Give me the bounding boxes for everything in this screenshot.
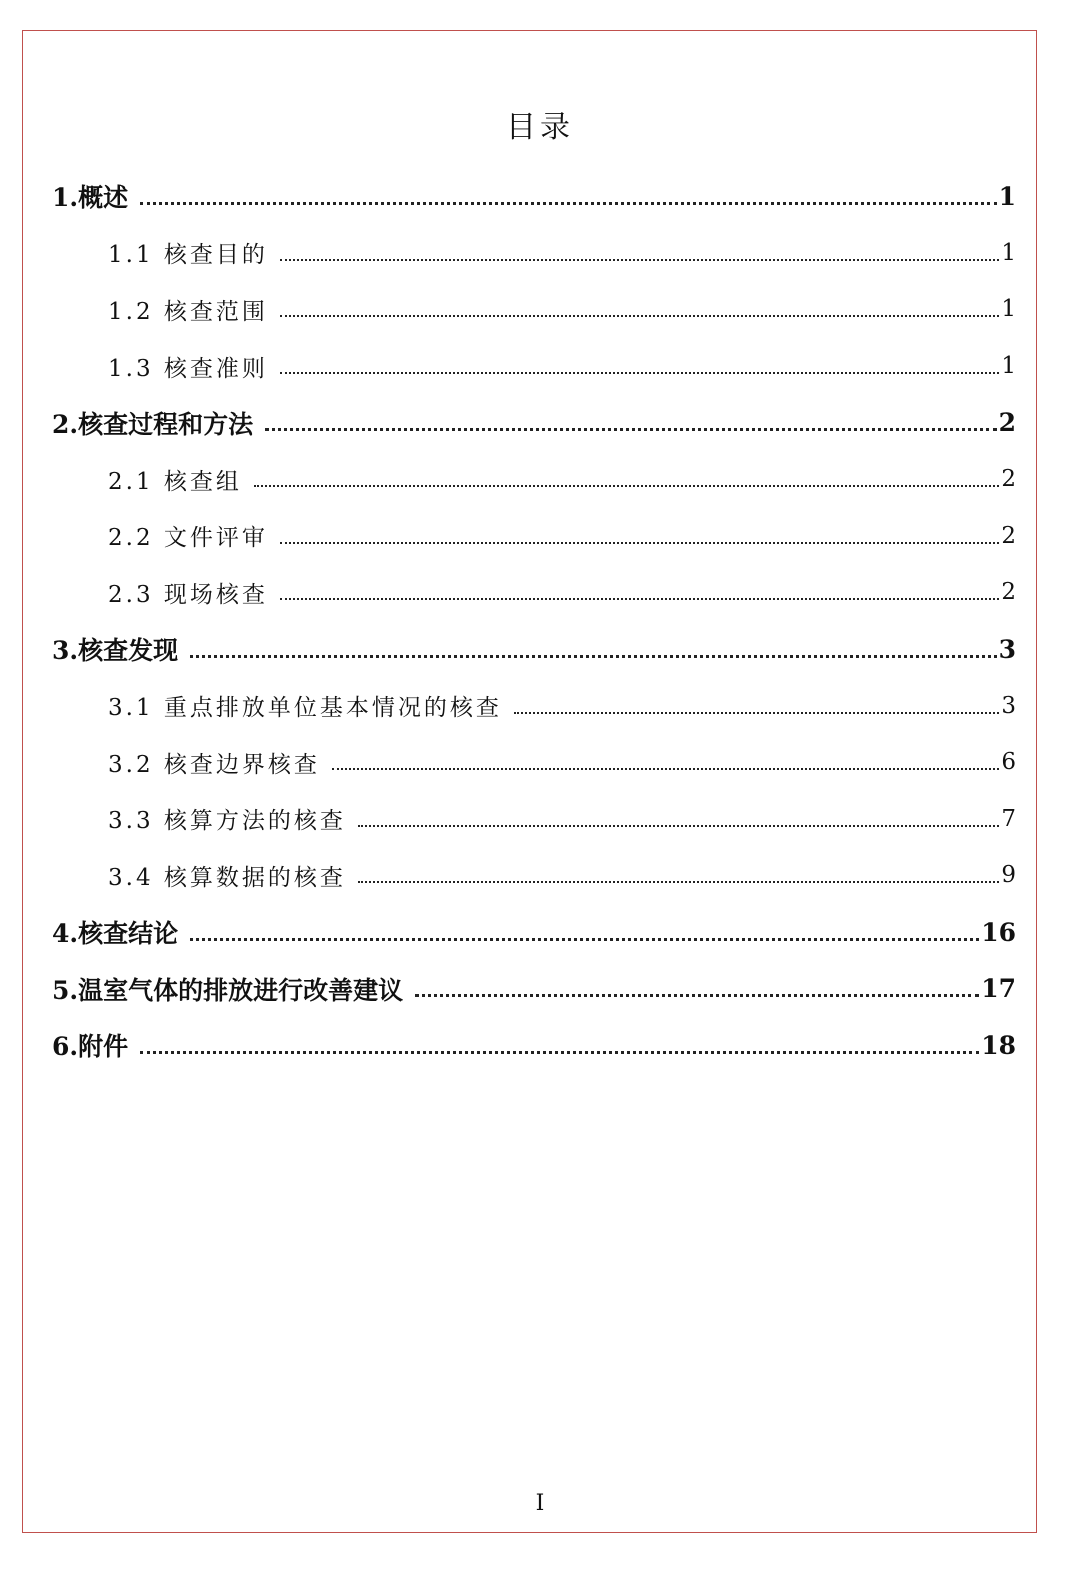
toc-entry-page-number: 2 — [998, 408, 1016, 438]
toc-chapter-entry[interactable] — [52, 621, 1016, 678]
toc-dot-leader — [280, 372, 999, 374]
toc-entry-page-number: 17 — [981, 974, 1016, 1004]
toc-entry-page-number: 3 — [1001, 692, 1016, 719]
toc-entry-label: 3.2 核查边界核查 — [108, 751, 320, 778]
page-number: I — [535, 1491, 545, 1516]
toc-chapter-entry[interactable] — [52, 904, 1016, 961]
toc-entry-label: 2.3 现场核查 — [108, 581, 268, 608]
toc-dot-leader — [140, 202, 996, 205]
toc-dot-leader — [514, 712, 999, 714]
toc-dot-leader — [190, 938, 979, 941]
toc-chapter-entry[interactable] — [52, 168, 1016, 225]
toc-dot-leader — [280, 259, 999, 261]
toc-entry-label: 3.3 核算方法的核查 — [108, 808, 346, 835]
toc-entry-label: 3.核查发现 — [52, 636, 179, 666]
toc-dot-leader — [415, 994, 979, 997]
toc-entry-label: 2.核查过程和方法 — [52, 409, 254, 439]
toc-entry-page-number: 7 — [1001, 805, 1016, 832]
toc-section-entry[interactable] — [52, 677, 1016, 734]
toc-entry-page-number: 2 — [1001, 466, 1016, 493]
toc-entry-page-number: 18 — [981, 1030, 1016, 1060]
toc-dot-leader — [280, 315, 999, 317]
toc-section-entry[interactable] — [52, 281, 1016, 338]
toc-entry-label: 6.附件 — [52, 1032, 129, 1062]
toc-entry-page-number: 16 — [981, 917, 1016, 947]
toc-entry-label: 2.1 核查组 — [108, 468, 242, 495]
toc-entry-page-number: 2 — [1001, 579, 1016, 606]
toc-entry-page-number: 1 — [998, 181, 1016, 211]
toc-entry-page-number: 1 — [1001, 239, 1016, 266]
toc-section-entry[interactable] — [52, 338, 1016, 395]
toc-entry-page-number: 1 — [1001, 353, 1016, 380]
toc-section-entry[interactable] — [52, 847, 1016, 904]
toc-dot-leader — [280, 598, 999, 600]
toc-entry-label: 5.温室气体的排放进行改善建议 — [52, 975, 404, 1005]
toc-entry-page-number: 1 — [1001, 296, 1016, 323]
toc-chapter-entry[interactable] — [52, 394, 1016, 451]
toc-section-entry[interactable] — [52, 225, 1016, 282]
toc-section-entry[interactable] — [52, 564, 1016, 621]
page-title: 目录 — [506, 110, 574, 145]
toc-dot-leader — [280, 542, 999, 544]
toc-entry-label: 3.4 核算数据的核查 — [108, 864, 346, 891]
toc-section-entry[interactable] — [52, 508, 1016, 565]
toc-entry-label: 1.2 核查范围 — [108, 298, 268, 325]
toc-dot-leader — [358, 881, 999, 883]
toc-entry-label: 4.核查结论 — [52, 919, 179, 949]
toc-entry-page-number: 6 — [1001, 749, 1016, 776]
toc-section-entry[interactable] — [52, 734, 1016, 791]
toc-entry-page-number: 2 — [1001, 522, 1016, 549]
toc-entry-page-number: 9 — [1001, 862, 1016, 889]
toc-dot-leader — [358, 825, 999, 827]
toc-dot-leader — [140, 1051, 979, 1054]
toc-chapter-entry[interactable] — [52, 1017, 1016, 1074]
toc-section-entry[interactable] — [52, 791, 1016, 848]
toc-entry-label: 2.2 文件评审 — [108, 525, 268, 552]
toc-entry-label: 1.3 核查准则 — [108, 355, 268, 382]
toc-entry-page-number: 3 — [998, 634, 1016, 664]
toc-dot-leader — [190, 655, 996, 658]
toc-entry-label: 1.1 核查目的 — [108, 242, 268, 269]
toc-entry-label: 1.概述 — [52, 183, 129, 213]
toc-dot-leader — [254, 485, 999, 487]
toc-section-entry[interactable] — [52, 451, 1016, 508]
toc-entry-label: 3.1 重点排放单位基本情况的核查 — [108, 695, 502, 722]
toc-chapter-entry[interactable] — [52, 960, 1016, 1017]
table-of-contents — [52, 168, 1016, 1074]
toc-dot-leader — [332, 768, 999, 770]
toc-dot-leader — [265, 428, 996, 431]
